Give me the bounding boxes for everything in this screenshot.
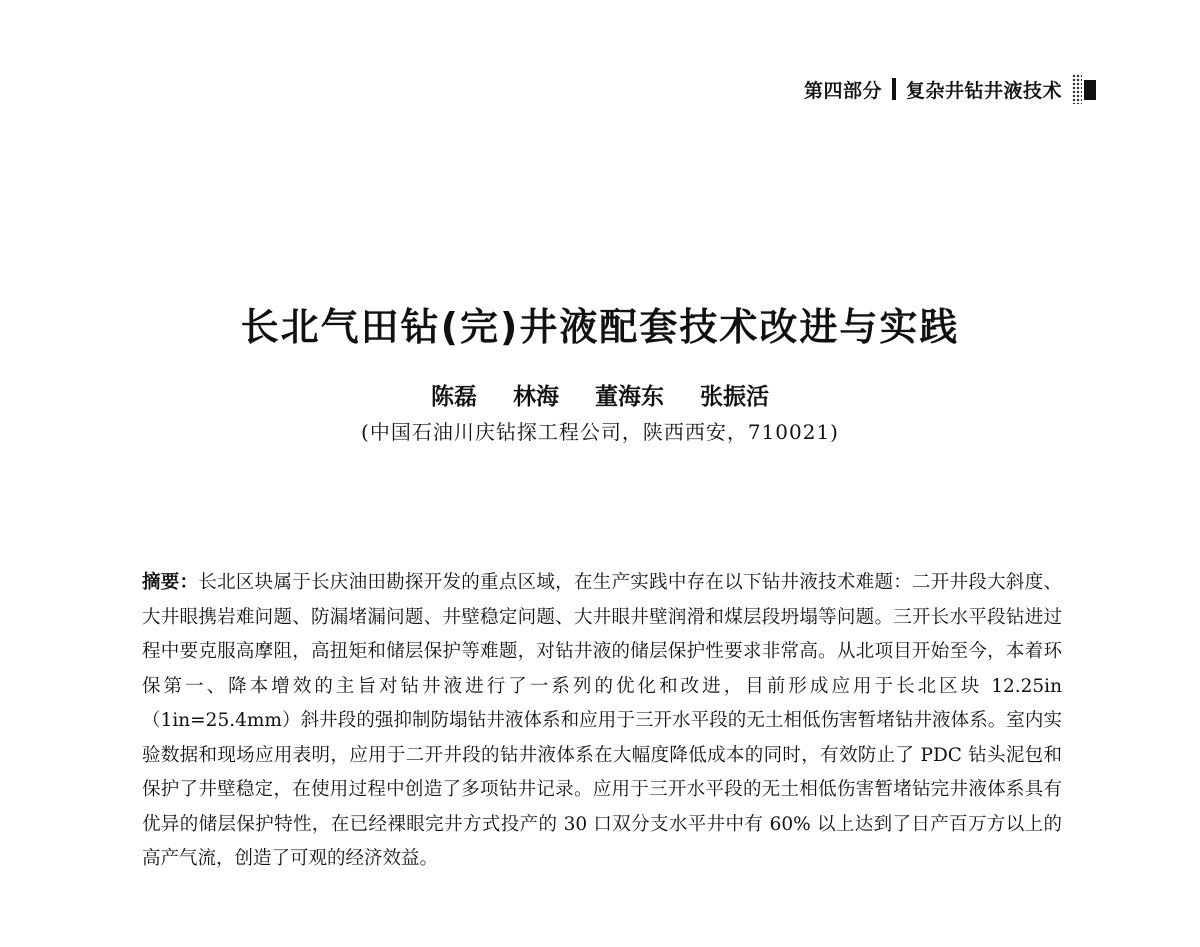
header-section: 复杂井钻井液技术	[905, 79, 1062, 102]
header-part: 第四部分	[803, 79, 882, 102]
header-ornament-icon	[1072, 74, 1096, 104]
header-separator	[892, 78, 896, 100]
author-list	[0, 378, 1200, 411]
author: 董海东	[595, 384, 664, 410]
running-header	[804, 74, 1096, 104]
abstract-text: 长北区块属于长庆油田勘探开发的重点区域，在生产实践中存在以下钻井液技术难题：二开井段大斜度、大井眼携岩难问题、防漏堵漏问题、井壁稳定问题、大井眼井壁润滑和煤层段坍塌等问题。三开长水平段钻进过程中要克服高摩阻，高扭矩和储层保护等难题，对钻井液的储层保护性要求非常高。从北项目开始至今，本着环保第一、降本增效的主旨对钻井液进行了一系列的优化和改进，目前形成应用于长北区块 12.25in（1in=25.4mm）斜井段的强抑制防塌钻井液体系和应用于三开水平段的无土相低伤害暂堵钻井液体系。室内实验数据和现场应用表明，应用于二开井段的钻井液体系在大幅度降低成本的同时，有效防止了 PDC 钻头泥包和保护了井壁稳定，在使用过程中创造了多项钻井记录。应用于三开水平段的无土相低伤害暂堵钻完井液体系具有优异的储层保护特性，在已经裸眼完井方式投产的 30 口双分支水平井中有 60% 以上达到了日产百万方以上的高产气流，创造了可观的经济效益。	[142, 572, 1062, 869]
abstract-label: 摘要：	[142, 572, 199, 593]
author: 陈磊	[430, 384, 477, 410]
author: 林海	[512, 384, 559, 410]
paper-title: 长北气田钻(完)井液配套技术改进与实践	[240, 305, 960, 349]
author: 张振活	[700, 384, 770, 410]
affiliation: (中国石油川庆钻探工程公司，陕西西安，710021)	[361, 420, 839, 444]
abstract	[142, 566, 1062, 877]
